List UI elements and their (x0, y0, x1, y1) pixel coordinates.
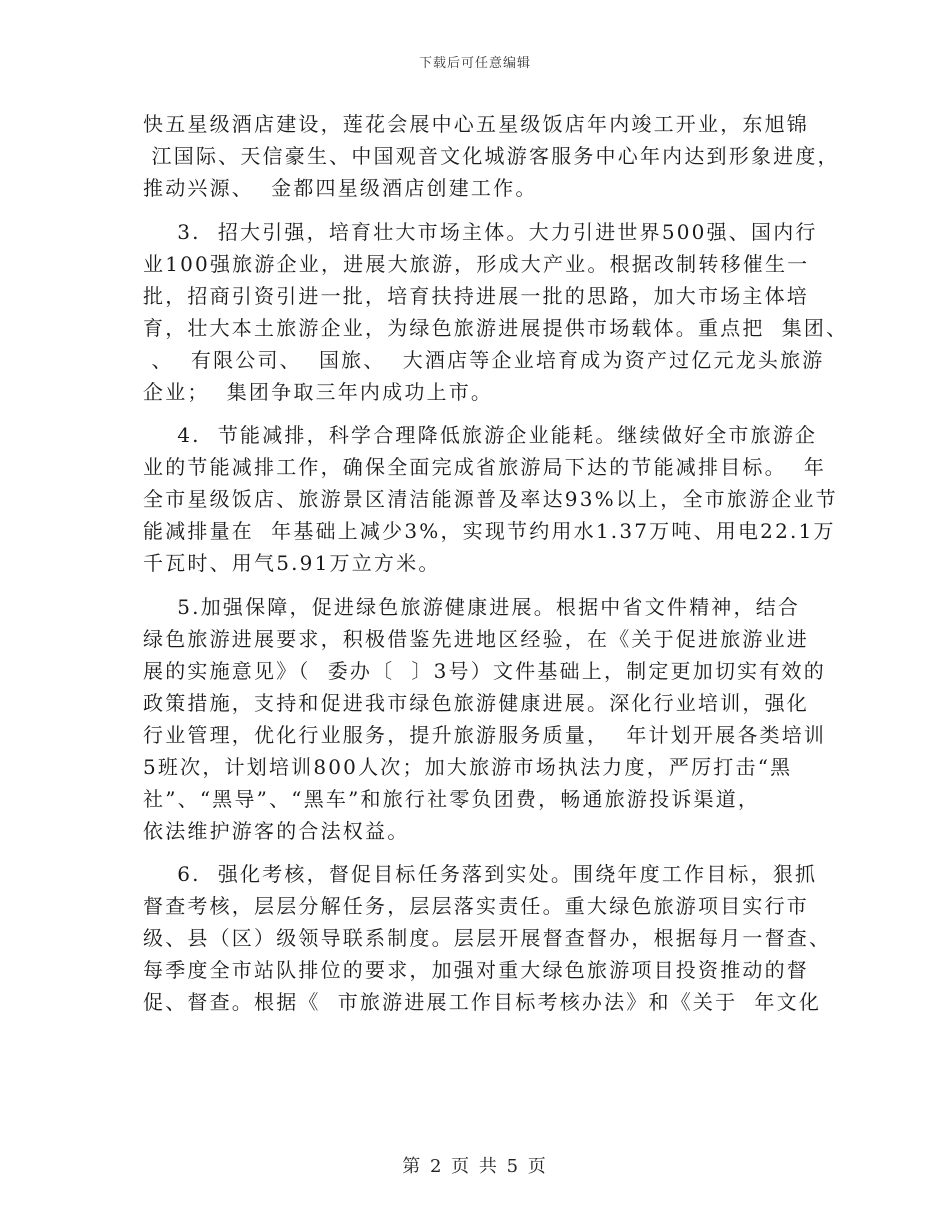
text-line: 5班次，计划培训800人次；加大旅游市场执法力度，严厉打击“黑 (143, 754, 793, 779)
text-line: 5.加强保障，促进绿色旅游健康进展。根据中省文件精神，结合 (143, 594, 801, 619)
text-line: 业100强旅游企业，进展大旅游，形成大产业。根据改制转移催生一 (143, 251, 810, 276)
text-line: 每季度全市站队排位的要求，加强对重大绿色旅游项目投资推动的督 (143, 958, 809, 982)
body-text (143, 108, 849, 1018)
text-line: 推动兴源、 金都四星级酒店创建工作。 (143, 176, 538, 200)
text-line: 展的实施意见》（ 委办〔 〕3号）文件基础上，制定更加切实有效的 (143, 658, 826, 683)
text-line: 育，壮大本土旅游企业，为绿色旅游进展提供市场载体。重点把 集团、 (143, 315, 849, 340)
text-line: 快五星级酒店建设，莲花会展中心五星级饭店年内竣工开业，东旭锦 (143, 112, 809, 136)
text-line: 全市星级饭店、旅游景区清洁能源普及率达93%以上，全市旅游企业节 (143, 487, 838, 511)
text-line: 促、督查。根据《 市旅游进展工作目标考核办法》和《关于 年文化 (143, 990, 822, 1014)
text-line: 能减排量在 年基础上减少3%，实现节约用水1.37万吨、用电22.1万 (143, 519, 836, 543)
text-line: 6. 强化考核，督促目标任务落到实处。围绕年度工作目标，狠抓 (143, 862, 818, 886)
header-note: 下载后可任意编辑 (418, 56, 531, 71)
text-line: 督查考核，层层分解任务，层层落实责任。重大绿色旅游项目实行市 (143, 894, 809, 918)
text-line: 、 有限公司、 国旅、 大酒店等企业培育成为资产过亿元龙头旅游 (143, 347, 825, 372)
text-line: 批，招商引资引进一批，培育扶持进展一批的思路，加大市场主体培 (143, 283, 809, 308)
text-line: 社”、“黑导”、“黑车”和旅行社零负团费，畅通旅游投诉渠道， (143, 786, 761, 811)
text-line: 千瓦时、用气5.91万立方米。 (143, 551, 441, 575)
text-line: 级、县（区）级领导联系制度。层层开展督查督办，根据每月一督查、 (143, 926, 832, 950)
text-line: 企业； 集团争取三年内成功上市。 (143, 379, 494, 404)
paragraph-hotel-construction (143, 108, 840, 204)
text-line: 3. 招大引强，培育壮大市场主体。大力引进世界500强、国内行 (143, 219, 818, 244)
paragraph-3-market-entities (143, 216, 849, 408)
text-line: 行业管理，优化行业服务，提升旅游服务质量， 年计划开展各类培训 (143, 722, 827, 747)
paragraph-4-energy-saving (143, 419, 838, 579)
text-line: 依法维护游客的合法权益。 (143, 818, 410, 843)
page-number-footer: 第 2 页 共 5 页 (402, 1156, 548, 1177)
text-line: 绿色旅游进展要求，积极借鉴先进地区经验，在《关于促进旅游业进 (143, 626, 809, 651)
paragraph-6-assessment (143, 858, 832, 1018)
text-line: 业的节能减排工作，确保全面完成省旅游局下达的节能减排目标。 年 (143, 455, 827, 479)
text-line: 政策措施，支持和促进我市绿色旅游健康进展。深化行业培训，强化 (143, 690, 809, 715)
paragraph-5-safeguards (143, 591, 827, 847)
text-line: 江国际、天信豪生、中国观音文化城游客服务中心年内达到形象进度， (143, 144, 840, 168)
text-line: 4. 节能减排，科学合理降低旅游企业能耗。继续做好全市旅游企 (143, 423, 818, 447)
